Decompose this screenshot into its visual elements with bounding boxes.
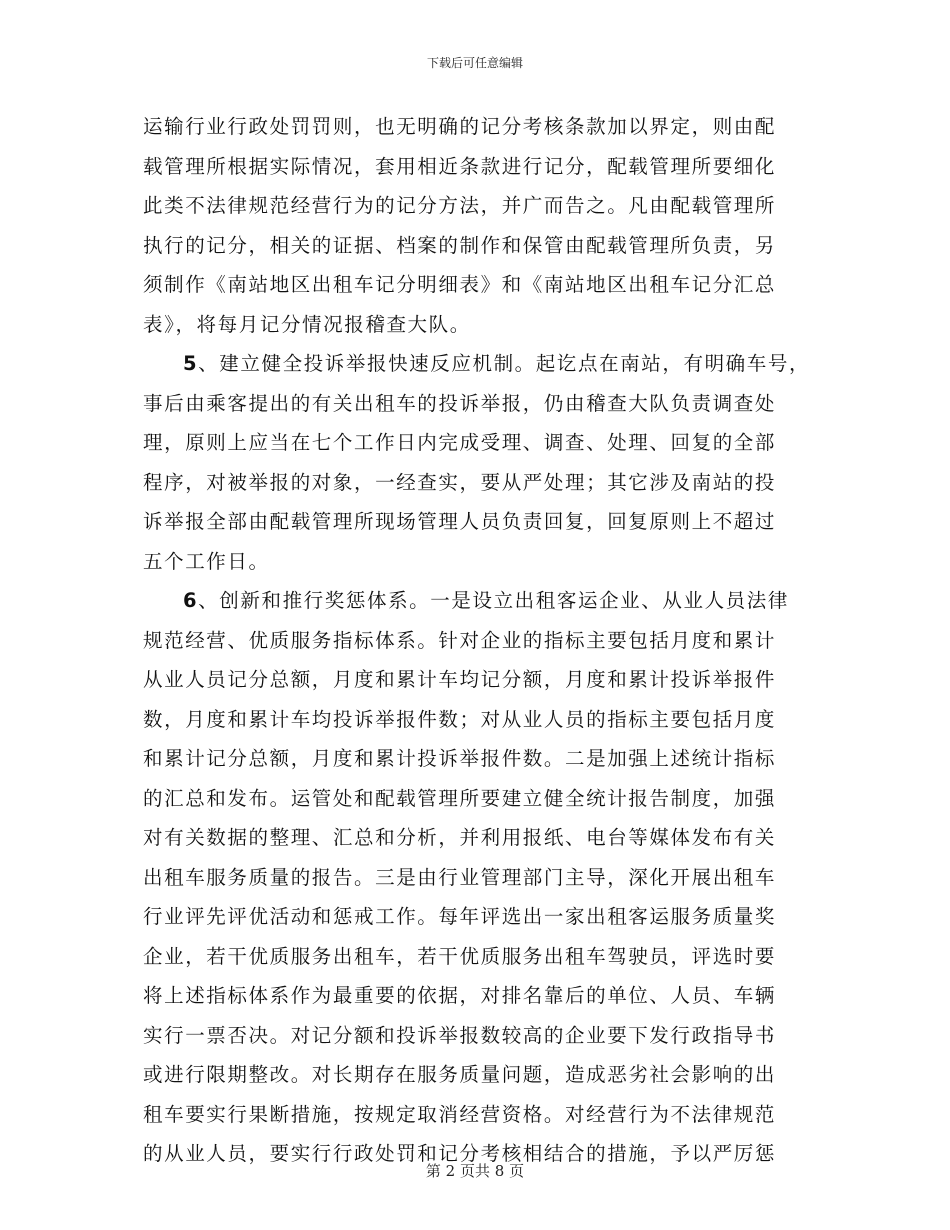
paragraph-5-first-line	[143, 344, 811, 384]
body-line: 对有关数据的整理、汇总和分析，并利用报纸、电台等媒体发布有关	[143, 826, 777, 849]
body-line: 须制作《南站地区出租车记分明细表》和《南站地区出租车记分汇总	[143, 273, 777, 296]
body-line: 程序，对被举报的对象，一经查实，要从严处理；其它涉及南站的投	[143, 470, 777, 494]
page-number: 第 2 页共 8 页	[425, 1162, 525, 1180]
body-line: 的汇总和发布。运管处和配载管理所要建立健全统计报告制度，加强	[143, 786, 777, 810]
body-line: 实行一票否决。对记分额和投诉举报数较高的企业要下发行政指导书	[143, 1023, 777, 1047]
body-line: 租车要实行果断措施，按规定取消经营资格。对经营行为不法律规范	[143, 1102, 777, 1126]
body-line: 诉举报全部由配载管理所现场管理人员负责回复，回复原则上不超过	[143, 510, 777, 533]
body-line: 和累计记分总额，月度和累计投诉举报件数。二是加强上述统计指标	[143, 747, 777, 770]
body-line: 运输行业行政处罚罚则，也无明确的记分考核条款加以界定，则由配	[143, 115, 777, 138]
item-number-5: 5	[183, 352, 199, 375]
body-line: 行业评先评优活动和惩戒工作。每年评选出一家出租客运服务质量奖	[143, 905, 777, 928]
body-line: 出租车服务质量的报告。三是由行业管理部门主导，深化开展出租车	[143, 865, 777, 889]
document-body	[143, 107, 811, 1174]
paragraph-6-heading: 、创新和推行奖惩体系。一是设立出租客运企业、从业人员法律	[198, 589, 789, 612]
body-line: 的从业人员，要实行行政处罚和记分考核相结合的措施，予以严厉惩	[143, 1142, 777, 1165]
body-line: 或进行限期整改。对长期存在服务质量问题，造成恶劣社会影响的出	[143, 1063, 777, 1086]
body-line: 表》，将每月记分情况报稽查大队。	[143, 312, 471, 336]
body-line: 企业，若干优质服务出租车，若干优质服务出租车驾驶员，评选时要	[143, 944, 777, 968]
body-line: 数，月度和累计车均投诉举报件数；对从业人员的指标主要包括月度	[143, 707, 777, 731]
body-line: 从业人员记分总额，月度和累计车均记分额，月度和累计投诉举报件	[143, 668, 777, 691]
body-line: 事后由乘客提出的有关出租车的投诉举报，仍由稽查大队负责调查处	[143, 391, 777, 415]
page-header-note: 下载后可任意编辑	[426, 56, 523, 70]
item-number-6: 6	[183, 589, 199, 612]
body-line: 五个工作日。	[143, 549, 270, 573]
body-line: 载管理所根据实际情况，套用相近条款进行记分，配载管理所要细化	[143, 154, 777, 178]
body-line: 此类不法律规范经营行为的记分方法，并广而告之。凡由配载管理所	[143, 194, 777, 217]
body-line: 执行的记分，相关的证据、档案的制作和保管由配载管理所负责，另	[143, 233, 777, 257]
body-line: 规范经营、优质服务指标体系。针对企业的指标主要包括月度和累计	[143, 628, 777, 652]
body-line: 将上述指标体系作为最重要的依据，对排名靠后的单位、人员、车辆	[143, 984, 777, 1007]
paragraph-5-heading: 、建立健全投诉举报快速反应机制。起讫点在南站，有明确车号，	[198, 352, 811, 375]
paragraph-6-first-line	[143, 581, 803, 621]
body-line: 理，原则上应当在七个工作日内完成受理、调查、处理、回复的全部	[143, 431, 777, 454]
